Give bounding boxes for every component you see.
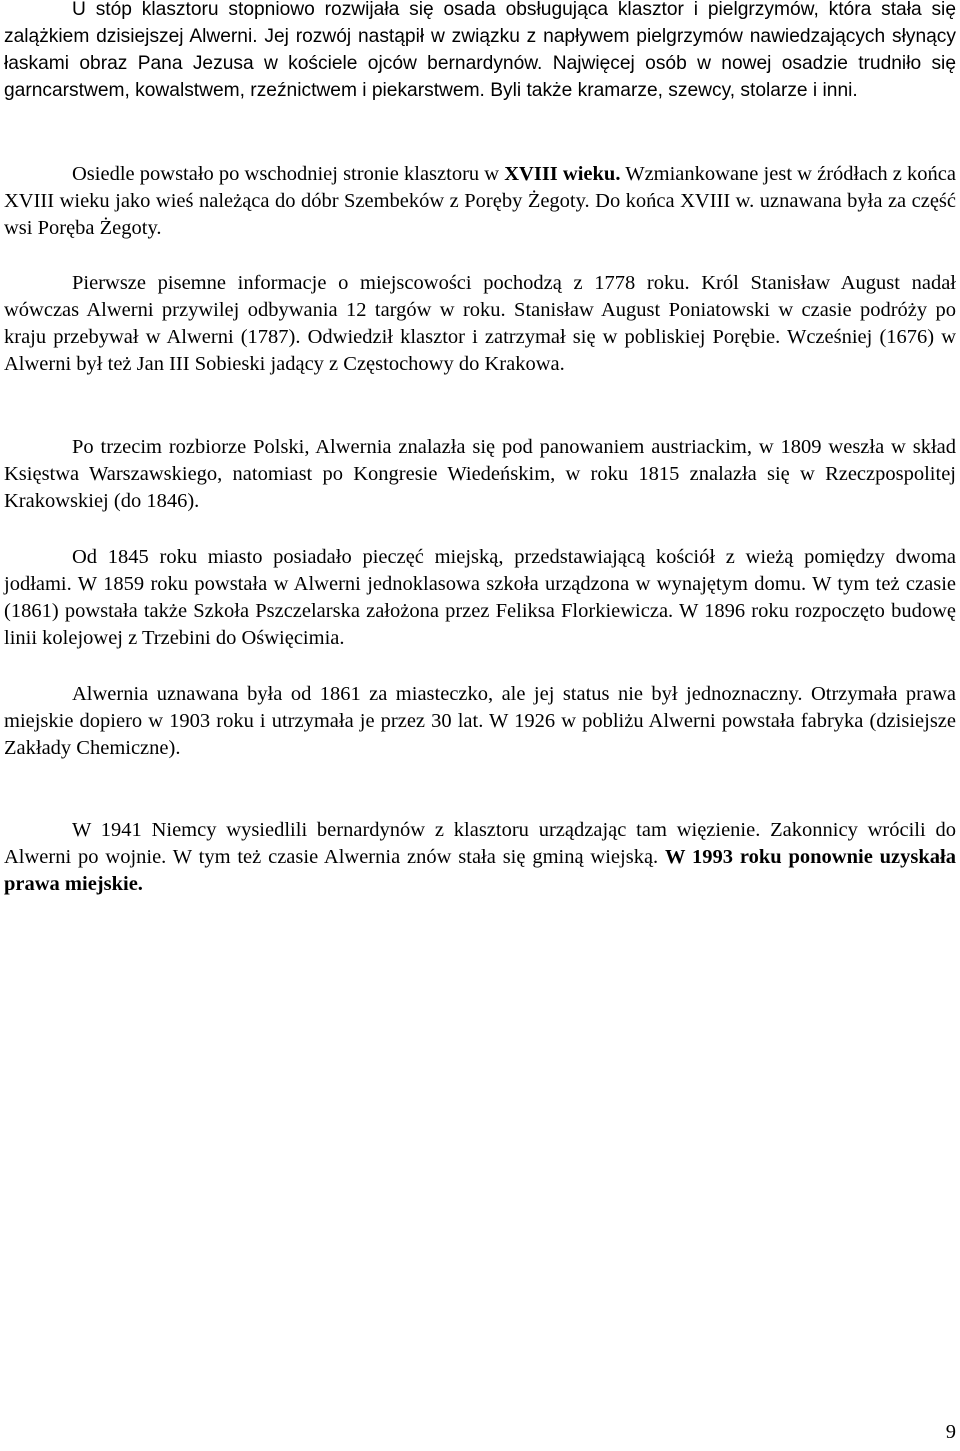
- paragraph-town-seal: [4, 544, 956, 652]
- paragraph-text: Osiedle powstało po wschodniej stronie klasztoru w: [72, 163, 505, 185]
- paragraph-war-and-after: [4, 817, 956, 898]
- paragraph-settlement-origin: [4, 0, 956, 104]
- paragraph-eighteenth-century: [4, 161, 956, 242]
- paragraph-text: Alwernia uznawana była od 1861 za miasteczko, ale jej status nie był jednoznaczny. Otrzymała prawa miejskie dopiero w 1903 roku i utrzymała je przez 30 lat. W 1926 w pobliżu Alwerni powstała fabryka (dzisiejsze Zakłady Chemiczne).: [4, 683, 956, 760]
- paragraph-bold-text: XVIII wieku.: [504, 163, 621, 185]
- paragraph-first-records: [4, 270, 956, 378]
- paragraph-text: Od 1845 roku miasto posiadało pieczęć miejską, przedstawiającą kościół z wieżą pomiędzy dwoma jodłami. W 1859 roku powstała w Alwerni jednoklasowa szkoła urządzona w wynajętym domu. W tym też czasie (1861) powstała także Szkoła Pszczelarska założona przez Feliksa Florkiewicza. W 1896 roku rozpoczęto budowę linii kolejowej z Trzebini do Oświęcimia.: [4, 546, 956, 650]
- paragraph-town-status: [4, 681, 956, 762]
- paragraph-text: Po trzecim rozbiorze Polski, Alwernia znalazła się pod panowaniem austriackim, w 1809 weszła w skład Księstwa Warszawskiego, natomiast po Kongresie Wiedeńskim, w roku 1815 znalazła się w Rzeczpospolitej Krakowskiej (do 1846).: [4, 436, 956, 513]
- paragraph-text: Pierwsze pisemne informacje o miejscowości pochodzą z 1778 roku. Król Stanisław August nadał wówczas Alwerni przywilej odbywania 12 targów w roku. Stanisław August Poniatowski w czasie podróży po kraju przebywał w Alwerni (1787). Odwiedził klasztor i zatrzymał się w pobliskiej Porębie. Wcześniej (1676) w Alwerni był też Jan III Sobieski jadący z Częstochowy do Krakowa.: [4, 272, 956, 376]
- paragraph-text: U stóp klasztoru stopniowo rozwijała się osada obsługująca klasztor i pielgrzymów, która stała się zalążkiem dzisiejszej Alwerni. Jej rozwój nastąpił w związku z napływem pielgrzymów nawiedzających słynący łaskami obraz Pana Jezusa w kościele ojców bernardynów. Najwięcej osób w nowej osadzie trudniło się garncarstwem, kowalstwem, rzeźnictwem i piekarstwem. Byli także kramarze, szewcy, stolarze i inni.: [4, 0, 956, 102]
- paragraph-partitions: [4, 434, 956, 515]
- paragraph-text: Wzmiankowane jest w źródłach z końca XVIII wieku jako wieś należąca do dóbr Szembeków z Poręby Żegoty. Do końca XVIII w. uznawana była za część wsi Poręba Żegoty.: [4, 163, 956, 240]
- paragraph-bold-text: W 1993 roku ponownie uzyskała prawa miejskie.: [4, 846, 956, 896]
- paragraph-text: W 1941 Niemcy wysiedlili bernardynów z klasztoru urządzając tam więzienie. Zakonnicy wrócili do Alwerni po wojnie. W tym też czasie Alwernia znów stała się gminą wiejską.: [4, 819, 956, 869]
- page-number: 9: [945, 1421, 956, 1443]
